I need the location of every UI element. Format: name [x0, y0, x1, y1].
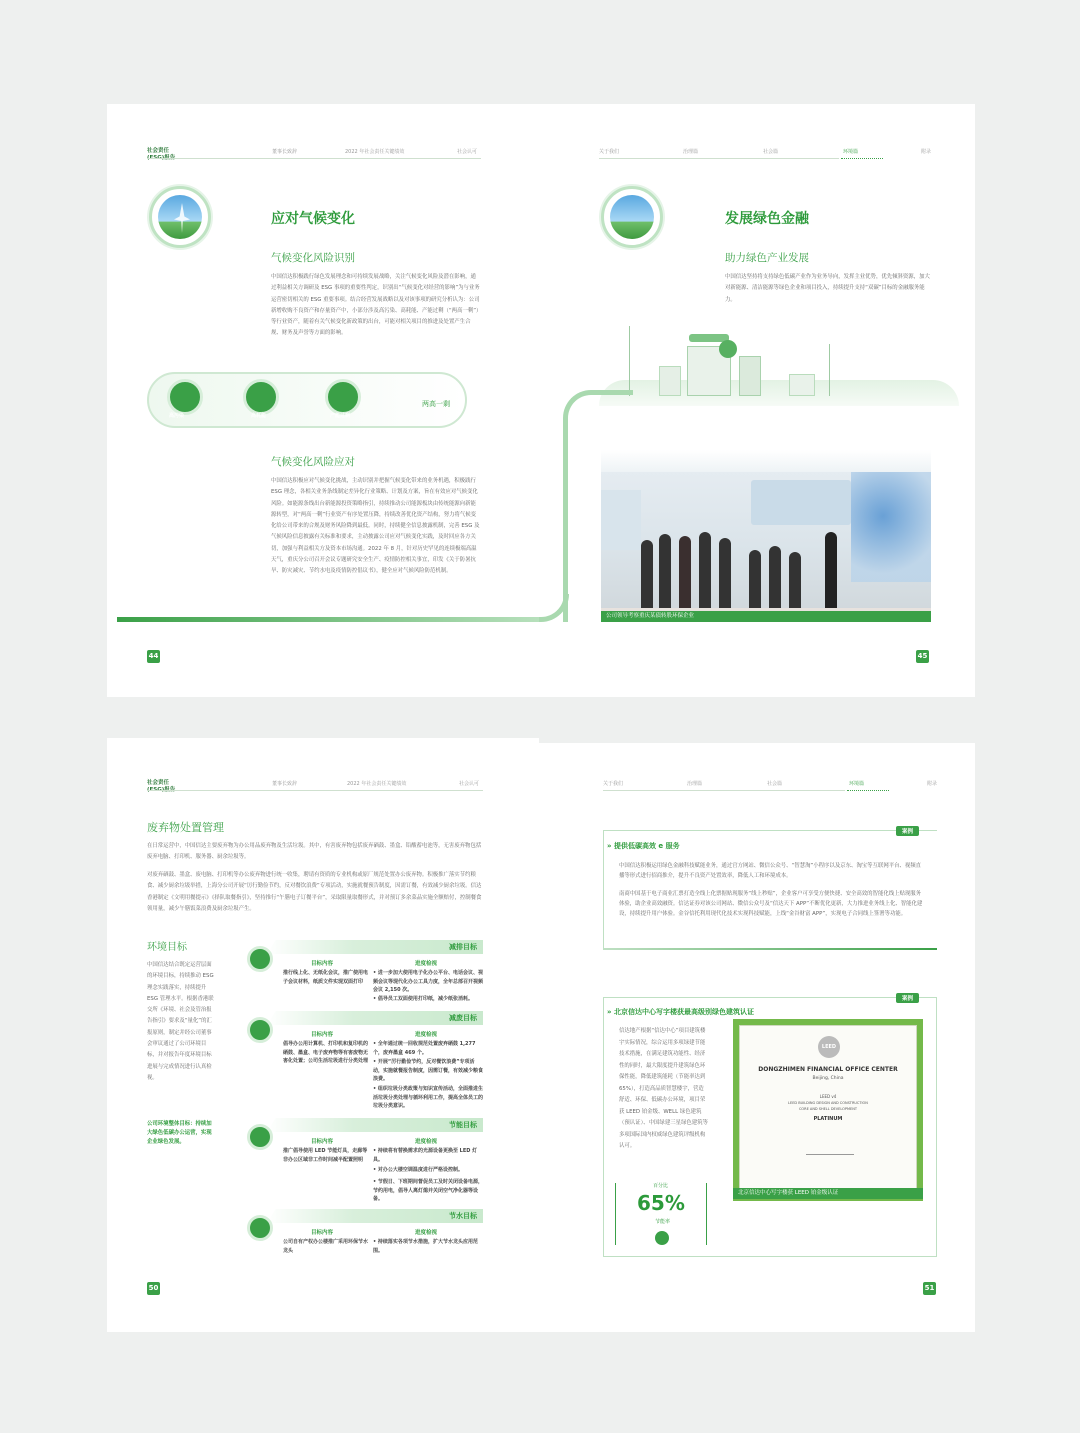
cert-line3: CORE AND SHELL DEVELOPMENT — [798, 1107, 858, 1111]
photo-person — [699, 532, 711, 610]
nav-line — [147, 158, 481, 159]
photo-person — [719, 538, 731, 610]
page-44 — [107, 104, 539, 697]
cert-signature — [806, 1154, 854, 1155]
nav-item-governance[interactable]: 治理篇 — [683, 149, 699, 155]
goal-progress-waste-1: • 全年通过统一回收规范处置废弃硒鼓 1,277 个，废弃墨盒 469 个。 — [373, 1041, 476, 1056]
goal-col-progress: 进度检视 — [415, 1230, 438, 1236]
goal-progress-energy-2: • 对办公大楼空调温度进行严格设控制。 — [373, 1167, 463, 1173]
stat-label: 百分比 — [653, 1183, 669, 1189]
goal-title-energy: 节能目标 — [449, 1121, 477, 1129]
icon-label-energy: 高耗能 — [251, 413, 267, 419]
goal-title-waste: 减废目标 — [449, 1014, 477, 1022]
report-brand: 社会责任 — [147, 780, 170, 786]
section-title-env-goals: 环境目标 — [147, 942, 187, 953]
cert-caption: 北京信达中心写字楼获 LEED 铂金级认证 — [733, 1188, 923, 1199]
case-text-eservice-2: 南商中国基于电子商业汇票打造全线上化票据贴现服务“线上秒贴”，企业客户可享受方便快捷、安全高效的智能化线上贴现服务体验，助企业高效融资。信达证券对该公司网站、微信公众号及“信达天下 APP”不断优化更新，大力推进业务线上化、智能化建设，持续提升用户体验。金谷信托利用现代化技术实现科技赋能，上线“金谷财富 APP”，实现电子合同线上签署等功能。 — [619, 891, 923, 917]
green-city-illustration — [599, 326, 959, 406]
case-card-eservice-bottom — [603, 948, 937, 950]
plant-icon — [247, 1215, 273, 1241]
nav-item-about[interactable]: 关于我们 — [599, 149, 620, 155]
stat-value: 65% — [637, 1191, 685, 1215]
cert-line1: LEED v4 — [819, 1094, 837, 1099]
stat-sub: 节能率 — [655, 1219, 671, 1225]
goal-progress-emission-2: • 倡导员工双面使用打印纸，减少纸张消耗。 — [373, 996, 473, 1002]
env-goals-highlight: 公司环境整体目标：持续加大绿色低碳办公运营，实现企业绿色发展。 — [147, 1121, 212, 1145]
waste-text-2: 对废弃硒鼓、墨盒、废电脑、打印机等办公废弃物进行统一收集，聘请有资质的专业机构或原厂规范处置办公废弃物。积极推广落实节约粮食、减少厨余垃圾举措，上海分公司开展“厉行勤俭节约，反对餐饮浪费”专项活动，实施就餐预告制度，因需订餐，有效减少厨余垃圾。信达香港制定《文明用餐提示》《择队取餐指引》，坚持推行“午膳电子订餐平台”，采取限量取餐形式，并对预订多余菜品实施全额赔付，控制餐食领用量，减少午膳饭菜浪费及厨余垃圾产生。 — [147, 872, 482, 912]
waste-text-1: 在日常运营中，中国信达主要废弃物为办公用品废弃物及生活垃圾。其中，有害废弃物包括废弃硒鼓、墨盒、铅酸蓄电池等，无害废弃物包括废弃电脑、打印机、服务器、厨余垃圾等。 — [147, 843, 482, 861]
pollution-icon — [167, 379, 203, 415]
photo-person — [769, 546, 781, 610]
case-title-leed: » 北京信达中心写字楼获最高级别绿色建筑认证 — [607, 1008, 754, 1016]
env-goals-text: 中国信达结合既定运营层面的环境目标，持续推动 ESG 理念实践落实，持续提升 ESG 管理水平。根据香港联交所《环境、社会及管治报告指引》要求及“量化”的汇报原则，制定并经公司董事会审议通过了公司环境目标，并对报告年度环境目标进展与完成情况进行认真检视。 — [147, 962, 214, 1081]
goal-col-progress: 进度检视 — [415, 961, 438, 967]
nav-item-recognition[interactable]: 社会认可 — [459, 781, 480, 787]
goal-content-energy: 推广倡导使用 LED 节能灯具，走廊等非办公区域非工作时间减半配置照明 — [283, 1148, 368, 1163]
nav-item-kpi[interactable]: 2022 年社会责任关键绩效 — [347, 781, 407, 787]
case-title-eservice: » 提供低碳高效 e 服务 — [607, 842, 680, 850]
page-title: 应对气候变化 — [271, 211, 355, 227]
section-title-risk-identification: 气候变化风险识别 — [271, 252, 355, 264]
nav-line — [147, 790, 483, 791]
case-text-eservice-1: 中国信达积极运用绿色金融科技赋能业务，通过官方网站、微信公众号、“智慧淘”小程序以及京东、淘宝等互联网平台、视频直播等形式进行招商推介，提升不良资产处置效率，降低人工和环境成本。 — [619, 863, 922, 879]
page-50 — [107, 738, 539, 1332]
section-text-green-industry: 中国信达坚持将支持绿色低碳产业作为业务导向，发挥主业优势，优先倾斜资源，加大对新能源、清洁能源等绿色企业和项目投入，持续提升支持“双碳”目标的金融服务能力。 — [725, 274, 930, 303]
climate-circle-icon — [149, 186, 211, 248]
photo-person — [641, 540, 653, 610]
leed-logo: LEED — [818, 1036, 840, 1058]
section-title-green-industry: 助力绿色产业发展 — [725, 252, 809, 264]
goal-content-water: 公司自有产权办公楼推广采用环保节水龙头 — [283, 1239, 369, 1254]
photo-person — [749, 550, 761, 610]
connector-line — [117, 617, 539, 622]
page-title: 发展绿色金融 — [725, 211, 809, 227]
page-51 — [539, 743, 975, 1332]
cert-level: PLATINUM — [813, 1116, 843, 1122]
goal-title-emission: 减排目标 — [449, 943, 477, 951]
nav-line — [603, 790, 845, 791]
leaf-icon — [655, 1231, 669, 1245]
icons-group-label: 两高一剩 — [422, 400, 450, 408]
section-title-waste: 废弃物处置管理 — [147, 821, 224, 834]
bulb-icon — [247, 1124, 273, 1150]
goal-progress-emission-1: • 进一步加大使用电子化办公平台、电话会议、视频会议等现代化办公工具力度，全年总部召开视频会议 2,150 次。 — [373, 970, 484, 993]
nav-item-chairman[interactable]: 董事长致辞 — [272, 781, 298, 787]
nav-item-about[interactable]: 关于我们 — [603, 781, 624, 787]
page-45 — [539, 104, 975, 697]
nav-item-appendix[interactable]: 附录 — [921, 149, 932, 155]
factory-icon — [325, 379, 361, 415]
green-finance-circle-icon — [601, 186, 663, 248]
nav-item-environment[interactable]: 环境篇 — [843, 149, 859, 155]
case-title-leed-text: 北京信达中心写字楼获最高级别绿色建筑认证 — [613, 1008, 754, 1016]
page-number: 51 — [923, 1282, 936, 1295]
cert-city: Beijing, China — [812, 1076, 844, 1081]
case-badge: 案例 — [896, 826, 919, 836]
nav-item-recognition[interactable]: 社会认可 — [457, 149, 478, 155]
photo-person — [659, 534, 671, 610]
wind-turbine-icon — [610, 195, 654, 239]
nav-active-dots — [847, 790, 889, 791]
photo-person — [825, 532, 837, 610]
section-text-risk-identification: 中国信达积极践行绿色发展理念和可持续发展战略，关注气候变化风险及潜在影响，通过利益相关方调研及 ESG 事项的重要性判定，识别出“气候变化对经营的影响”为与业务运营密切相关的 ESG 重要事项。结合经营发展战略以及对该事项的研究分析认为：公司新增收购不良资产和存量资产中，小部分涉及高污染、高耗能、产能过剩（“两高一剩”）等行业资产，随着有关气候变化新政策的出台，可能对相关项目的推进及处置产生合规、财务及声誉等方面的影响。 — [271, 274, 480, 337]
goal-col-content: 目标内容 — [311, 1032, 334, 1038]
nav-item-society[interactable]: 社会篇 — [763, 149, 779, 155]
goal-content-emission: 推行线上化、无纸化会议，推广使用电子会议材料，纸质文件实现双面打印 — [283, 970, 369, 985]
goal-title-water: 节水目标 — [449, 1212, 477, 1220]
goal-progress-energy-1: • 持续将有替换需求的光源设备更换至 LED 灯具。 — [373, 1148, 478, 1163]
goal-col-content: 目标内容 — [311, 961, 334, 967]
visit-photo — [601, 450, 931, 622]
photo-caption: 公司领导考察重庆某债转股环保企业 — [601, 611, 931, 622]
section-title-risk-response: 气候变化风险应对 — [271, 456, 355, 468]
icon-label-overcapacity: 产能过剩 — [330, 413, 351, 419]
cert-line2: LEED BUILDING DESIGN AND CONSTRUCTION — [788, 1101, 868, 1105]
goal-progress-water-1: • 持续落实各项节水措施，扩大节水龙头应用范围。 — [373, 1239, 478, 1254]
printer-icon — [247, 1017, 273, 1043]
photo-person — [789, 552, 801, 610]
goal-col-progress: 进度检视 — [415, 1032, 438, 1038]
goal-col-content: 目标内容 — [311, 1230, 334, 1236]
goal-progress-waste-2: • 开展“厉行勤俭节约，反对餐饮浪费”专项活动，实施就餐报告制度，因需订餐，有效减少粮食浪费。 — [373, 1059, 484, 1082]
energy-icon — [243, 379, 279, 415]
icon-label-pollution: 高污染 — [169, 413, 185, 419]
goal-col-content: 目标内容 — [311, 1139, 334, 1145]
cert-title: DONGZHIMEN FINANCIAL OFFICE CENTER — [758, 1066, 898, 1073]
nav-item-appendix[interactable]: 附录 — [927, 781, 938, 787]
goal-col-progress: 进度检视 — [415, 1139, 438, 1145]
page-number: 45 — [916, 650, 929, 663]
nav-item-governance[interactable]: 治理篇 — [687, 781, 703, 787]
nav-active-dots — [841, 158, 883, 159]
case-card-eservice-accent — [603, 830, 937, 831]
case-badge: 案例 — [896, 993, 919, 1003]
goal-progress-waste-3: • 组织垃圾分类政策与知识宣传活动，全面推进生活垃圾分类处理与循环利用工作，提高全体员工的垃圾分类意识。 — [373, 1086, 484, 1109]
photo-person — [679, 536, 691, 610]
leed-certificate — [733, 1019, 923, 1201]
report-brand: 社会责任 — [147, 148, 170, 154]
nav-item-kpi[interactable]: 2022 年社会责任关键绩效 — [345, 149, 405, 155]
page-number: 44 — [147, 650, 160, 663]
recycle-icon — [247, 946, 273, 972]
nav-item-society[interactable]: 社会篇 — [767, 781, 783, 787]
case-text-leed: 信达地产根据“信达中心”项目建筑楼宇实际情况，综合运用多项绿建节能技术措施，在满足建筑功能性、经济性的同时，最大限度提升建筑绿色环保性能，降低建筑能耗（节能率达到 65%），打造高品质智慧楼宇，营造舒适、环保、低碳办公环境，项目荣获 LEED 铂金级、WELL 绿色建筑（预认证）、中国绿建三星绿色建筑等多项国际国内权威绿色建筑评级机构认可。 — [619, 1028, 708, 1149]
nav-line — [599, 158, 839, 159]
goal-content-waste: 倡导办公用计算机、打印机和复印机的硒鼓、墨盒、电子废弃物等有害废物无害化处置；公司生活垃圾进行分类处理 — [283, 1041, 369, 1064]
case-title-eservice-text: 提供低碳高效 e 服务 — [613, 842, 680, 850]
nav-item-environment[interactable]: 环境篇 — [849, 781, 865, 787]
section-text-risk-response: 中国信达积极应对气候变化挑战，主动识别并把握气候变化带来的业务机遇，积极践行 ESG 理念，各相关业务条线制定差异化行业策略、计划及方案，旨在有效应对气候变化风险。如能源条线出台新能源投资策略指引，持续推动公司能源板块由传统能源向新能源转型，对“两高一剩”行业资产有序处置压降，持续改善优化资产结构，努力将气候变化给公司带来的合规及财务风险降到最低。同时，持续健全信息披露机制，完善 ESG 及气候风险信息披露有关标准和要求，主动披露公司应对气候变化实践，及时回应各方关切，加强与利益相关方及资本市场沟通。2022 年 8 月，针对历史罕见的连续极端高温天气，重庆分公司召开会议专题研究安全生产、疫情防控相关事宜，印发《关于防暑抗旱、防灾减灾、节约水电及疫情防控倡议书》，健全应对气候风险防范机制。 — [271, 478, 480, 575]
goal-progress-energy-3: • 节假日、下班期间督促员工及时关闭设备电源，节约用电，倡导人离灯熄并关闭空气净化器等设备。 — [373, 1179, 483, 1202]
nav-item-chairman[interactable]: 董事长致辞 — [272, 149, 298, 155]
page-number: 50 — [147, 1282, 160, 1295]
